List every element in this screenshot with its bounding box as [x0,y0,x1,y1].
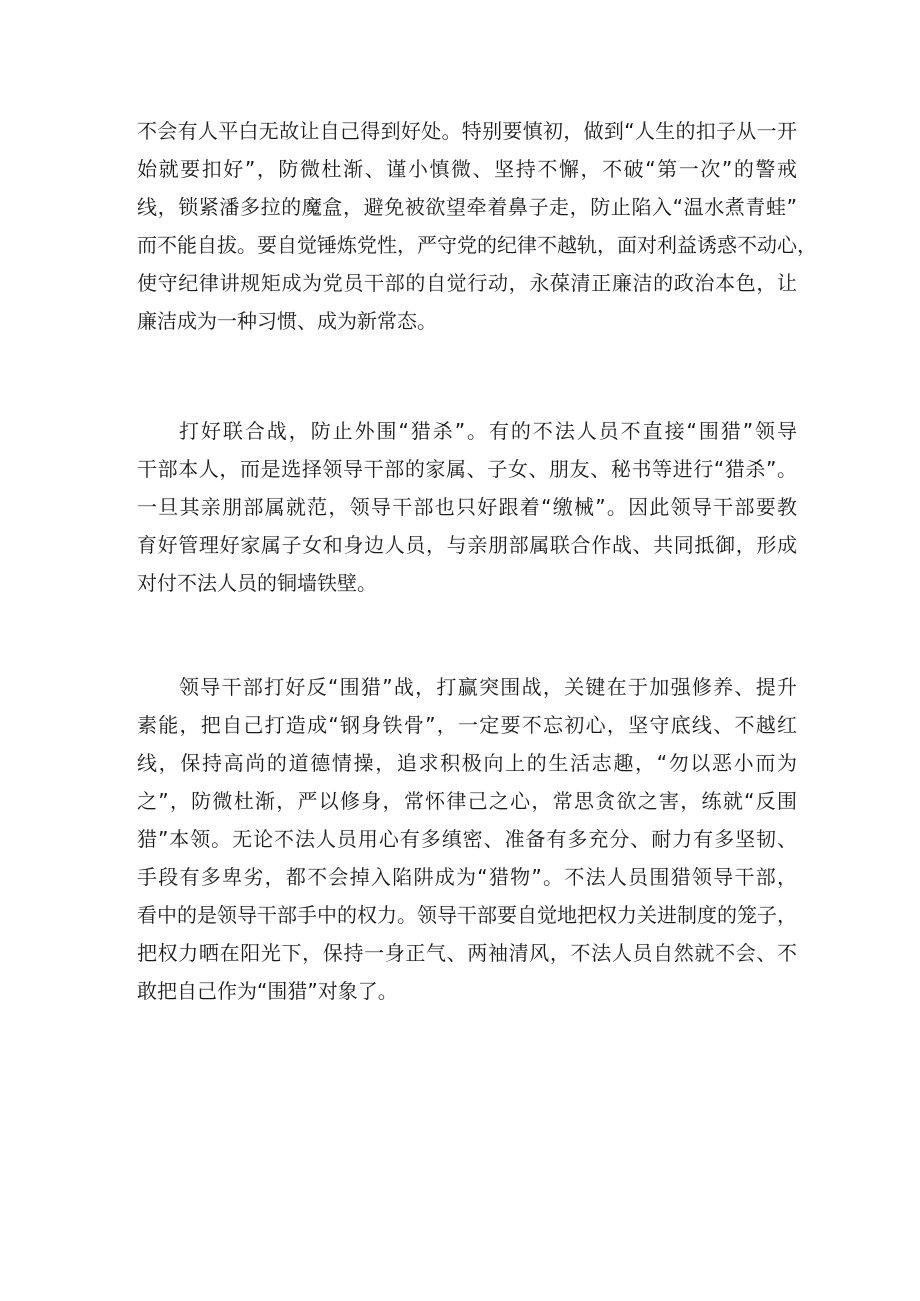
text-line: 不会有人平白无故让自己得到好处。特别要慎初，做到“人生的扣子从一开 [137,119,797,143]
text-line: 领导干部打好反“围猎”战，打赢突围战，关键在于加强修养、提升 [179,675,797,699]
text-line: 育好管理好家属子女和身边人员，与亲朋部属联合作战、共同抵御，形成 [137,533,797,557]
text-line: 素能，把自己打造成“钢身铁骨”，一定要不忘初心，坚守底线、不越红 [137,713,797,737]
text-line: 打好联合战，防止外围“猎杀”。有的不法人员不直接“围猎”领导 [179,419,797,443]
text-line: 手段有多卑劣，都不会掉入陷阱成为“猎物”。不法人员围猎领导干部， [137,865,797,889]
text-line: 使守纪律讲规矩成为党员干部的自觉行动，永葆清正廉洁的政治本色，让 [137,271,797,295]
text-line: 把权力晒在阳光下，保持一身正气、两袖清风，不法人员自然就不会、不 [137,941,797,965]
text-line: 始就要扣好”，防微杜渐、谨小慎微、坚持不懈，不破“第一次”的警戒 [137,157,797,181]
text-line: 干部本人，而是选择领导干部的家属、子女、朋友、秘书等进行“猎杀”。 [137,457,797,481]
text-line: 对付不法人员的铜墙铁壁。 [137,571,377,595]
text-line: 线，锁紧潘多拉的魔盒，避免被欲望牵着鼻子走，防止陷入“温水煮青蛙” [137,195,797,219]
text-line: 线，保持高尚的道德情操，追求积极向上的生活志趣，“勿以恶小而为 [137,751,797,775]
text-line: 看中的是领导干部手中的权力。领导干部要自觉地把权力关进制度的笼子， [137,903,797,927]
text-line: 猎”本领。无论不法人员用心有多缜密、准备有多充分、耐力有多坚韧、 [137,827,797,851]
text-line: 敢把自己作为“围猎”对象了。 [137,979,398,1003]
text-line: 廉洁成为一种习惯、成为新常态。 [137,309,437,333]
text-line: 一旦其亲朋部属就范，领导干部也只好跟着“缴械”。因此领导干部要教 [137,495,797,519]
paragraph-2 [137,412,797,602]
paragraph-3 [137,668,797,1010]
text-line: 之”，防微杜渐，严以修身，常怀律己之心，常思贪欲之害，练就“反围 [137,789,797,813]
text-line: 而不能自拔。要自觉锤炼党性，严守党的纪律不越轨，面对利益诱惑不动心， [137,233,817,257]
paragraph-1 [137,112,817,340]
